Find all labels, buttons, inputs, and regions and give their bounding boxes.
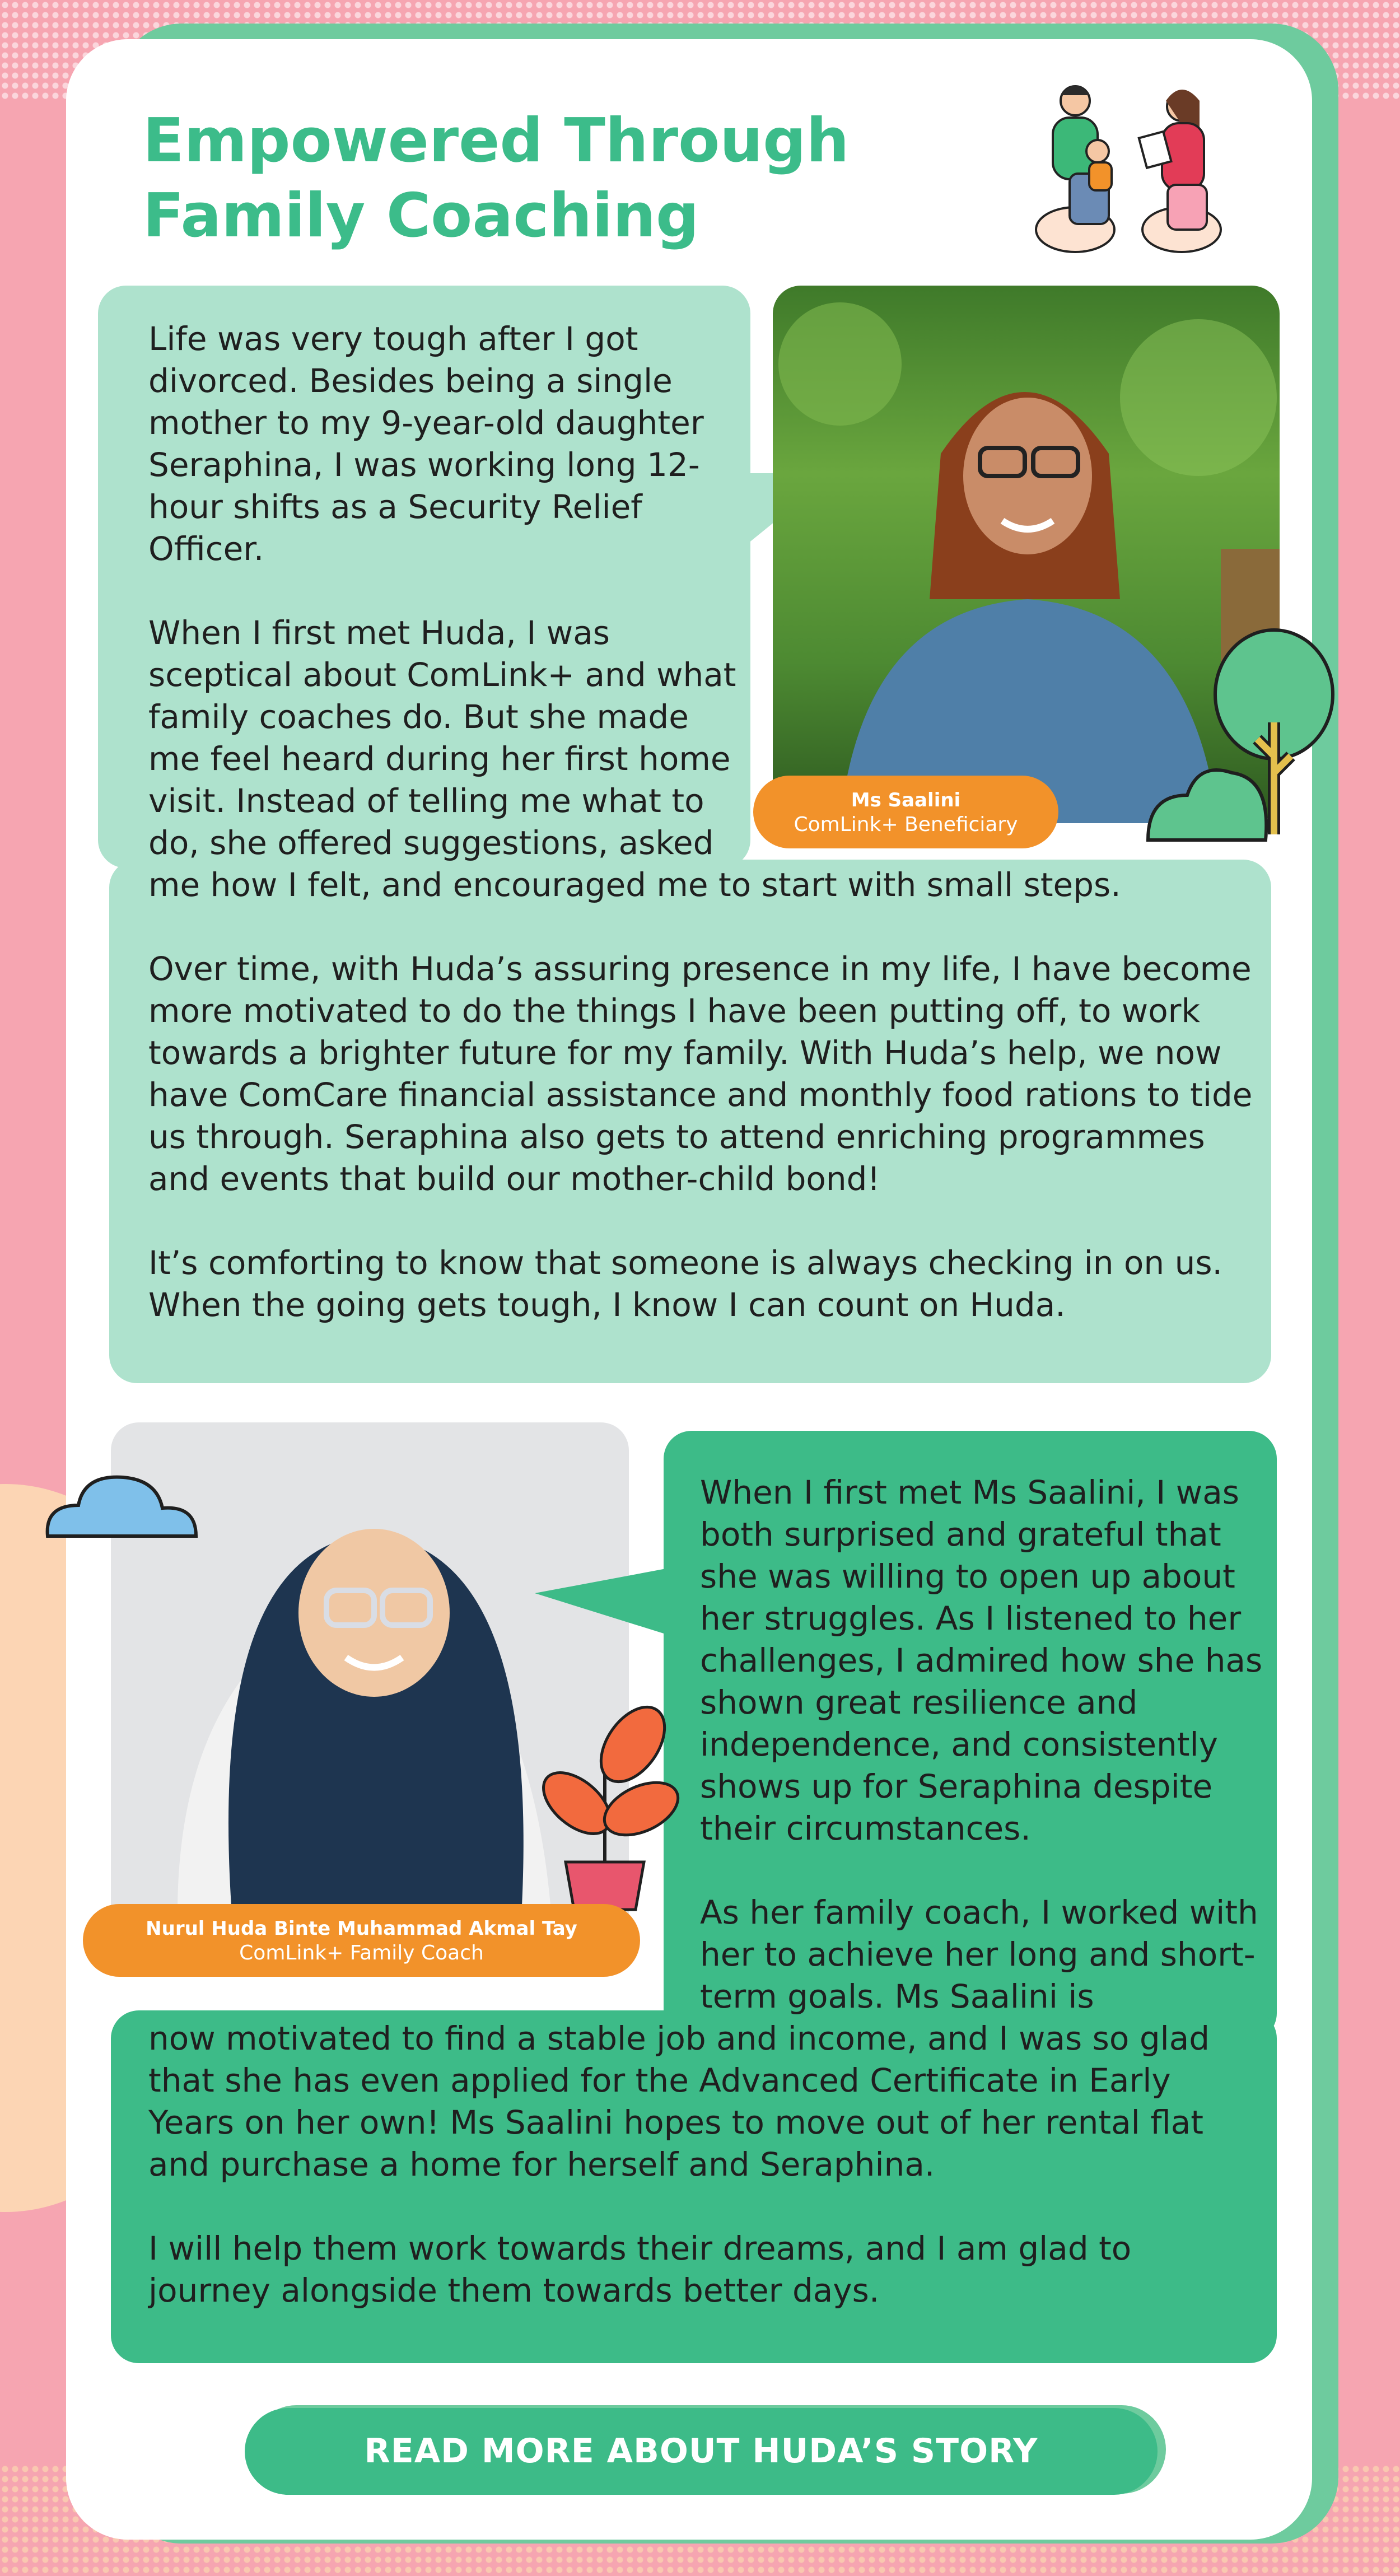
story-paragraph: When I first met Huda, I was sceptical about ComLink+ and what family coaches do. But she made me feel heard during her first home visit. Instead of telling me what to do, she offered suggestions, asked [148,614,736,862]
cloud-icon [42,1470,199,1543]
story-paragraph: now motivated to find a stable job and income, and I was so glad that she has even applied for the Advanced Certificate in Early Years on her own! Ms Saalini hopes to move out of her rental flat and purchase a home for herself and Seraphina. [148,2019,1210,2183]
story-paragraph: Over time, with Huda’s assuring presence in my life, I have become more motivated to do the things I have been putting off, to work towards a brighter future for my family. With Huda’s help, we now have ComCare financial assistance and monthly food rations to tide us through. Seraphina also gets to attend enriching programmes and events that build our mother-child bond! [148,950,1253,1198]
story-paragraph: Life was very tough after I got divorced. Besides being a single mother to my 9-year-old daughter Seraphina, I was working long 12-hour shifts as a Security Relief Officer. [148,320,704,568]
coach-role: ComLink+ Family Coach [239,1942,484,1964]
beneficiary-name-tag [753,776,1058,848]
coach-name-tag [83,1904,640,1977]
coach-story-top [700,1472,1266,2060]
coach-name: Nurul Huda Binte Muhammad Akmal Tay [146,1917,577,1940]
story-paragraph: me how I felt, and encouraged me to start with small steps. [148,866,1121,904]
tree-icon [1142,627,1336,851]
coach-story-bottom [148,2018,1263,2354]
story-paragraph: When I first met Ms Saalini, I was both surprised and grateful that she was willing to open up about her struggles. As I listened to her challenges, I admired how she has shown great resilience and independence, and consistently shows up for Seraphina despite their circumstances. [700,1473,1263,1847]
potted-plant-icon [521,1705,683,1912]
family-coaching-illustration [1014,67,1249,258]
beneficiary-story-top [148,318,736,906]
story-paragraph: I will help them work towards their dreams, and I am glad to journey alongside them towards better days. [148,2229,1132,2309]
speech-bubble-tail [535,1568,669,1635]
beneficiary-name: Ms Saalini [851,789,961,811]
beneficiary-role: ComLink+ Beneficiary [794,813,1018,836]
story-paragraph: It’s comforting to know that someone is always checking in on us. When the going gets tough, I know I can count on Huda. [148,1244,1222,1324]
page-title: Empowered Through Family Coaching [143,106,850,251]
beneficiary-story-bottom [148,864,1257,1368]
story-paragraph: As her family coach, I worked with her to achieve her long and short-term goals. Ms Saalini is [700,1893,1258,2015]
read-more-button[interactable]: READ MORE ABOUT HUDA’S STORY [245,2408,1158,2495]
